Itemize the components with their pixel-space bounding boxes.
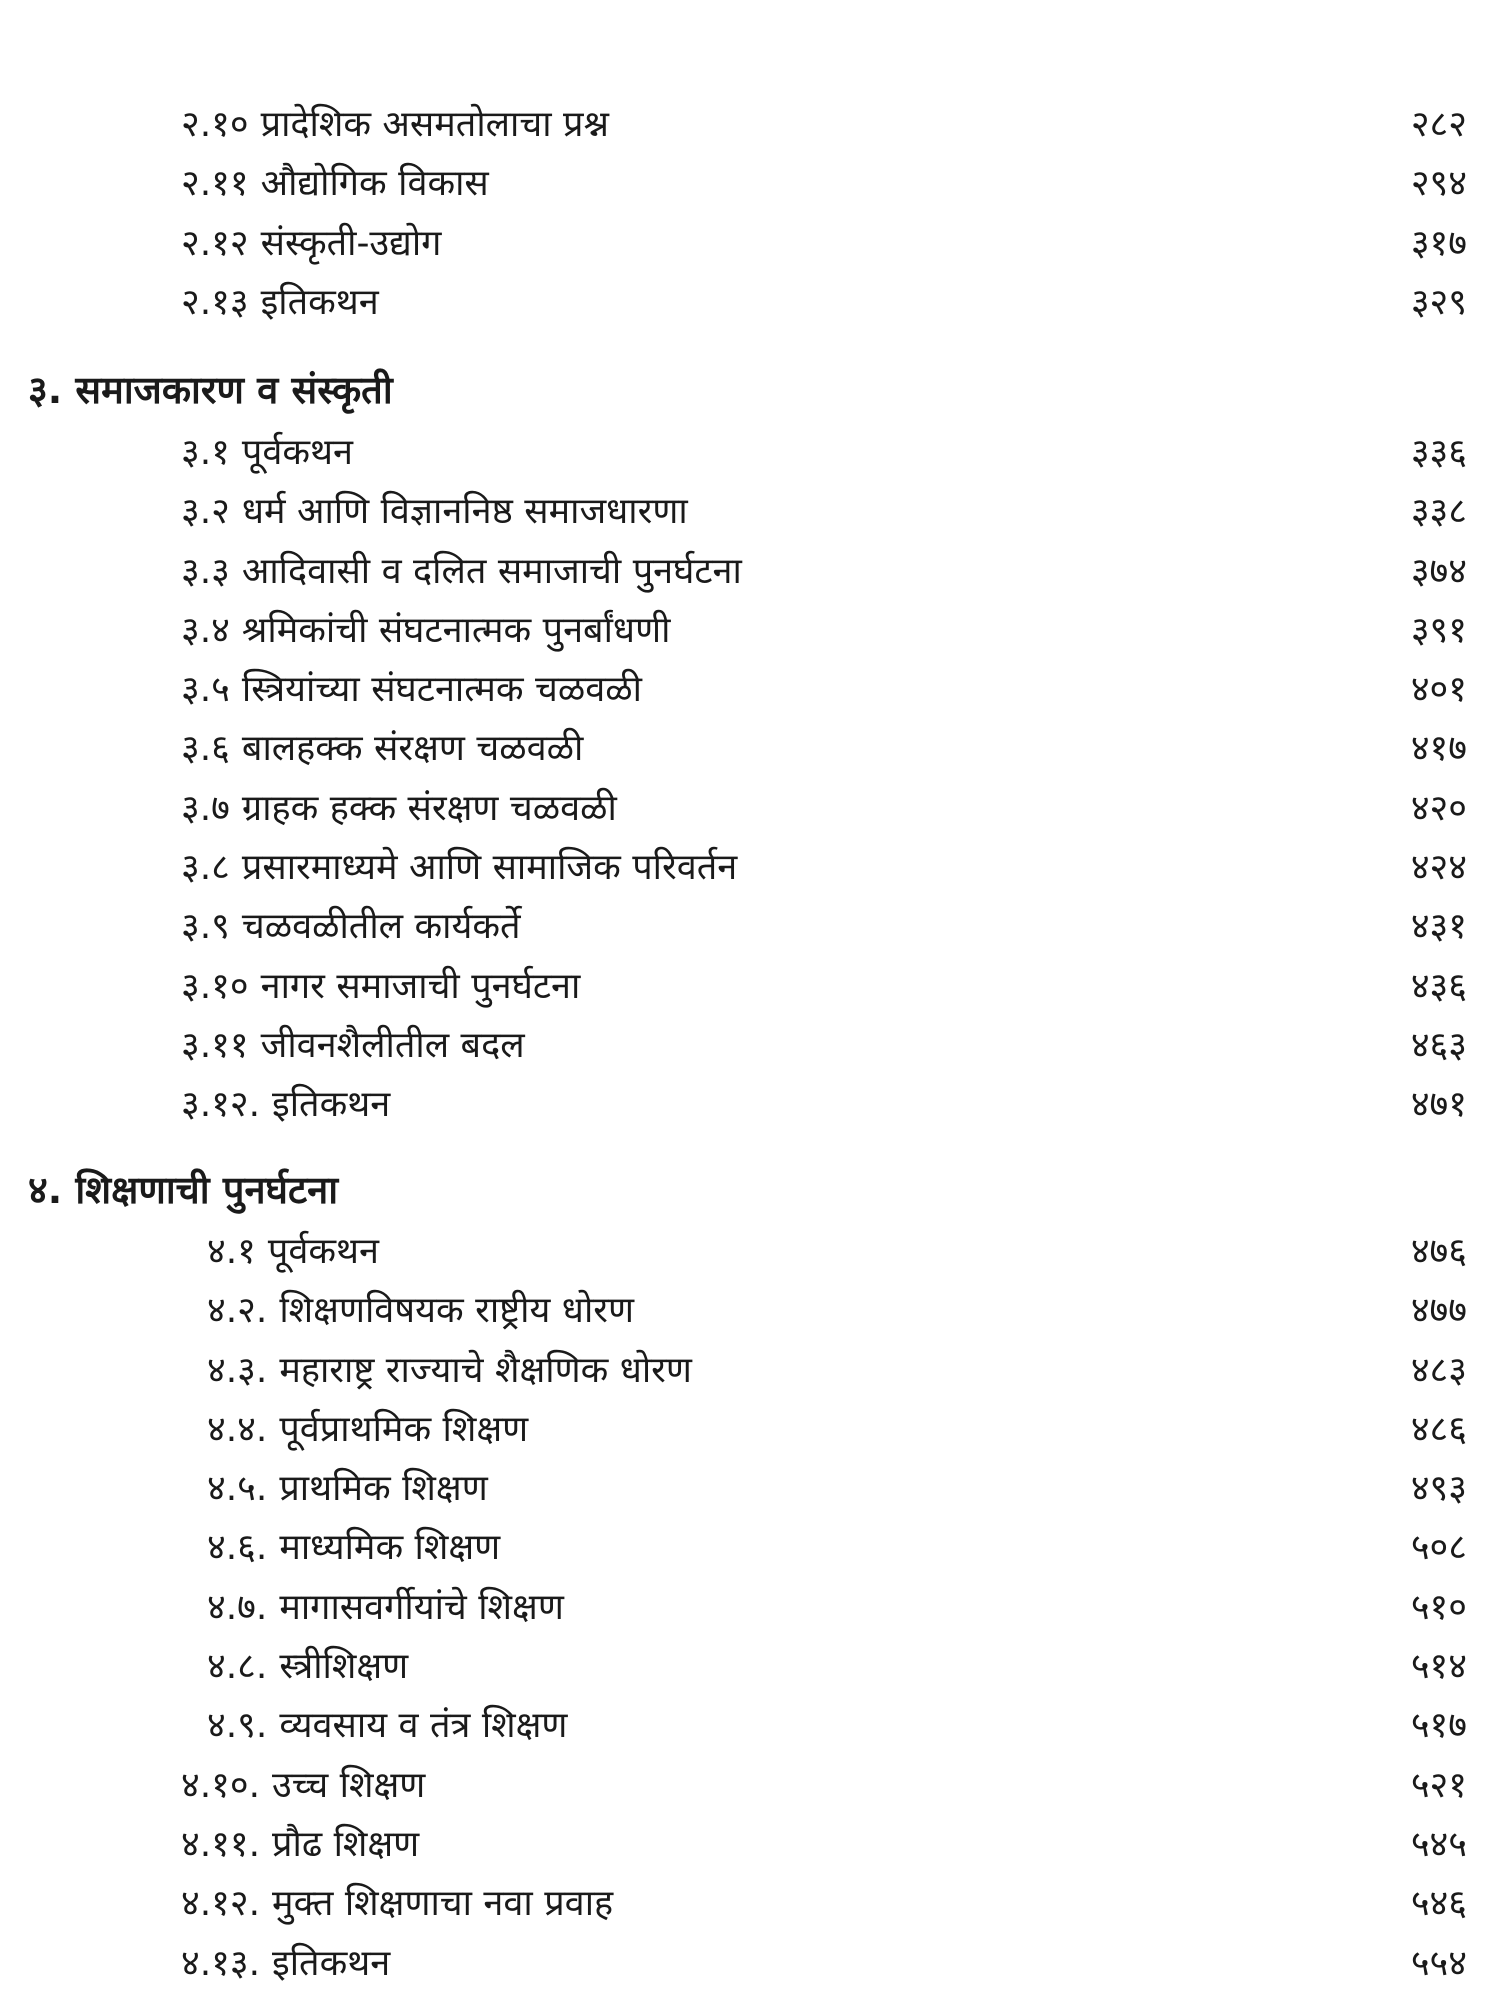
toc-entry [0,1341,1500,1400]
entry-title: प्रसारमाध्यमे आणि सामाजिक परिवर्तन [241,847,738,889]
entry-title: धर्म आणि विज्ञाननिष्ठ समाजधारणा [241,491,688,533]
toc-entry [0,1696,1500,1755]
entry-page-number: ३१७ [1410,222,1467,264]
entry-title: मुक्त शिक्षणाचा नवा प्रवाह [272,1883,614,1925]
entry-number-and-title [181,542,742,601]
entry-number-and-title [181,601,670,660]
section-2-entries [0,95,1500,332]
entry-page-number: ४२४ [1410,847,1467,889]
entry-number-and-title [207,1222,379,1281]
toc-entry [0,897,1500,956]
entry-page-number: २८२ [1410,104,1467,145]
entry-page-number: ३९१ [1410,609,1467,651]
entry-number: ४.१०. [181,1764,261,1806]
toc-entry [0,1518,1500,1577]
entry-number: २.१३ [181,281,249,323]
entry-title: पूर्वप्राथमिक शिक्षण [279,1408,529,1450]
toc-entry [0,1934,1500,1993]
entry-title: पूर्वकथन [267,1231,379,1272]
entry-number-and-title [207,1696,567,1755]
entry-page-number: ३३८ [1410,491,1467,533]
entry-number-and-title [181,957,580,1016]
entry-title: व्यवसाय व तंत्र शिक्षण [279,1705,568,1747]
entry-number-and-title [181,719,583,778]
entry-page-number: ४८६ [1410,1408,1467,1450]
entry-page-number: २९४ [1410,163,1467,205]
section-3 [0,360,1500,1135]
toc-entry [0,1459,1500,1518]
entry-page-number: ५४६ [1410,1883,1467,1925]
entry-number-and-title [207,1459,488,1518]
toc-entry [0,660,1500,719]
entry-number-and-title [181,897,521,956]
toc-entry [0,1400,1500,1459]
toc-entry [0,957,1500,1016]
entry-number: ३.११ [181,1024,249,1066]
toc-entry [0,1815,1500,1874]
entry-number-and-title [181,214,441,273]
entry-number: २.११ [181,163,249,205]
entry-number: ३.२ [181,491,230,533]
entry-page-number: ४६३ [1410,1024,1467,1066]
entry-page-number: ३३६ [1410,432,1467,473]
entry-page-number: ४०१ [1410,669,1467,711]
entry-number-and-title [181,779,617,838]
entry-number: ४.७. [207,1586,268,1628]
entry-page-number: ५१४ [1410,1646,1467,1688]
entry-number: ४.२. [207,1290,268,1332]
entry-page-number: ४७१ [1410,1084,1467,1126]
entry-number-and-title [181,1815,419,1874]
entry-number-and-title [207,1518,500,1577]
entry-number: ३.६ [181,728,230,770]
entry-page-number: ४८३ [1410,1349,1467,1391]
toc-entry [0,95,1500,154]
entry-number-and-title [181,660,642,719]
entry-number-and-title [207,1578,564,1637]
toc-entry [0,542,1500,601]
entry-number-and-title [181,482,688,541]
entry-number: ३.१२. [181,1084,261,1126]
entry-page-number: ४१७ [1410,728,1467,770]
entry-title: प्रादेशिक असमतोलाचा प्रश्न [260,104,609,145]
toc-entry [0,1578,1500,1637]
entry-page-number: ३७४ [1410,550,1467,592]
entry-page-number: ५५४ [1410,1942,1467,1984]
toc-entry [0,1075,1500,1134]
entry-number-and-title [181,273,379,332]
entry-page-number: ४२० [1410,787,1467,829]
entry-page-number: ४९३ [1410,1468,1467,1510]
entry-page-number: ५१७ [1410,1705,1467,1747]
entry-page-number: ४३६ [1410,965,1467,1007]
entry-title: ग्राहक हक्क संरक्षण चळवळी [241,787,617,829]
toc-entry [0,482,1500,541]
section-heading: ४. शिक्षणाची पुनर्घटना [28,1168,339,1212]
toc-entry [0,214,1500,273]
entry-number: ४.५. [207,1468,268,1510]
toc-entry [0,601,1500,660]
entry-page-number: ५२१ [1410,1764,1467,1806]
toc-entry [0,1874,1500,1933]
entry-number: ४.८. [207,1646,268,1688]
toc-entry [0,154,1500,213]
toc-entry [0,1756,1500,1815]
entry-title: चळवळीतील कार्यकर्ते [241,906,521,948]
entry-title: शिक्षणविषयक राष्ट्रीय धोरण [279,1290,635,1332]
entry-title: प्राथमिक शिक्षण [279,1468,488,1510]
toc-entry [0,1637,1500,1696]
entry-title: स्त्रीशिक्षण [279,1646,409,1688]
entry-title: नागर समाजाची पुनर्घटना [260,965,581,1007]
entry-number: ३.३ [181,550,230,592]
entry-number: ३.१ [181,432,230,473]
entry-title: प्रौढ शिक्षण [272,1823,420,1865]
entry-title: माध्यमिक शिक्षण [279,1527,501,1569]
entry-number-and-title [207,1281,634,1340]
entry-page-number: ५१० [1410,1586,1467,1628]
entry-title: श्रमिकांची संघटनात्मक पुनर्बांधणी [241,609,671,651]
entry-page-number: ४३१ [1410,906,1467,948]
entry-number-and-title [181,1874,613,1933]
toc-entry [0,1281,1500,1340]
entry-number-and-title [181,154,489,213]
entry-number: ३.९ [181,906,230,948]
entry-number: ३.५ [181,669,230,711]
toc-entry [0,1016,1500,1075]
toc-entry [0,779,1500,838]
entry-number-and-title [181,1075,390,1134]
toc-entry [0,838,1500,897]
entry-number-and-title [181,423,353,482]
entry-title: पूर्वकथन [241,432,353,473]
toc-entry [0,273,1500,332]
entry-number: ४.४. [207,1408,268,1450]
entry-number: ४.३. [207,1349,268,1391]
entry-number-and-title [181,1934,390,1993]
entry-number-and-title [207,1400,528,1459]
entry-number: ३.१० [181,965,249,1007]
entry-page-number: ४७७ [1410,1290,1467,1332]
entry-number-and-title [181,95,609,154]
entry-title: स्त्रियांच्या संघटनात्मक चळवळी [241,669,642,711]
entry-title: मागासवर्गीयांचे शिक्षण [279,1586,564,1628]
entry-title: औद्योगिक विकास [260,163,489,205]
entry-page-number: ४७६ [1410,1231,1467,1272]
entry-title: जीवनशैलीतील बदल [260,1024,525,1066]
entry-number-and-title [207,1637,408,1696]
section-3-entries [0,423,1500,1135]
entry-number-and-title [181,1016,525,1075]
entry-number-and-title [181,1756,425,1815]
toc-entry [0,1222,1500,1281]
entry-number: ४.१३. [181,1942,261,1984]
entry-number: ४.१२. [181,1883,261,1925]
entry-number: २.१० [181,104,249,145]
entry-title: उच्च शिक्षण [272,1764,426,1806]
entry-title: इतिकथन [272,1942,391,1984]
entry-number: ४.१ [207,1231,256,1272]
entry-number: ३.७ [181,787,230,829]
toc-entry [0,719,1500,778]
section-4 [0,1160,1500,1993]
entry-page-number: ५०८ [1410,1527,1467,1569]
entry-title: महाराष्ट्र राज्याचे शैक्षणिक धोरण [279,1349,692,1391]
entry-title: इतिकथन [272,1084,391,1126]
entry-number: ४.११. [181,1823,261,1865]
entry-page-number: ३२९ [1410,281,1467,323]
entry-title: इतिकथन [260,281,379,323]
entry-number: ३.४ [181,609,230,651]
entry-title: संस्कृती-उद्योग [260,222,442,264]
entry-number-and-title [207,1341,692,1400]
entry-page-number: ५४५ [1410,1823,1467,1865]
entry-title: आदिवासी व दलित समाजाची पुनर्घटना [241,550,742,592]
section-4-entries [0,1222,1500,1993]
entry-number: २.१२ [181,222,249,264]
entry-title: बालहक्क संरक्षण चळवळी [241,728,584,770]
section-heading: ३. समाजकारण व संस्कृती [28,368,393,412]
entry-number: ३.८ [181,847,230,889]
entry-number: ४.६. [207,1527,268,1569]
entry-number-and-title [181,838,737,897]
toc-entry [0,423,1500,482]
entry-number: ४.९. [207,1705,268,1747]
